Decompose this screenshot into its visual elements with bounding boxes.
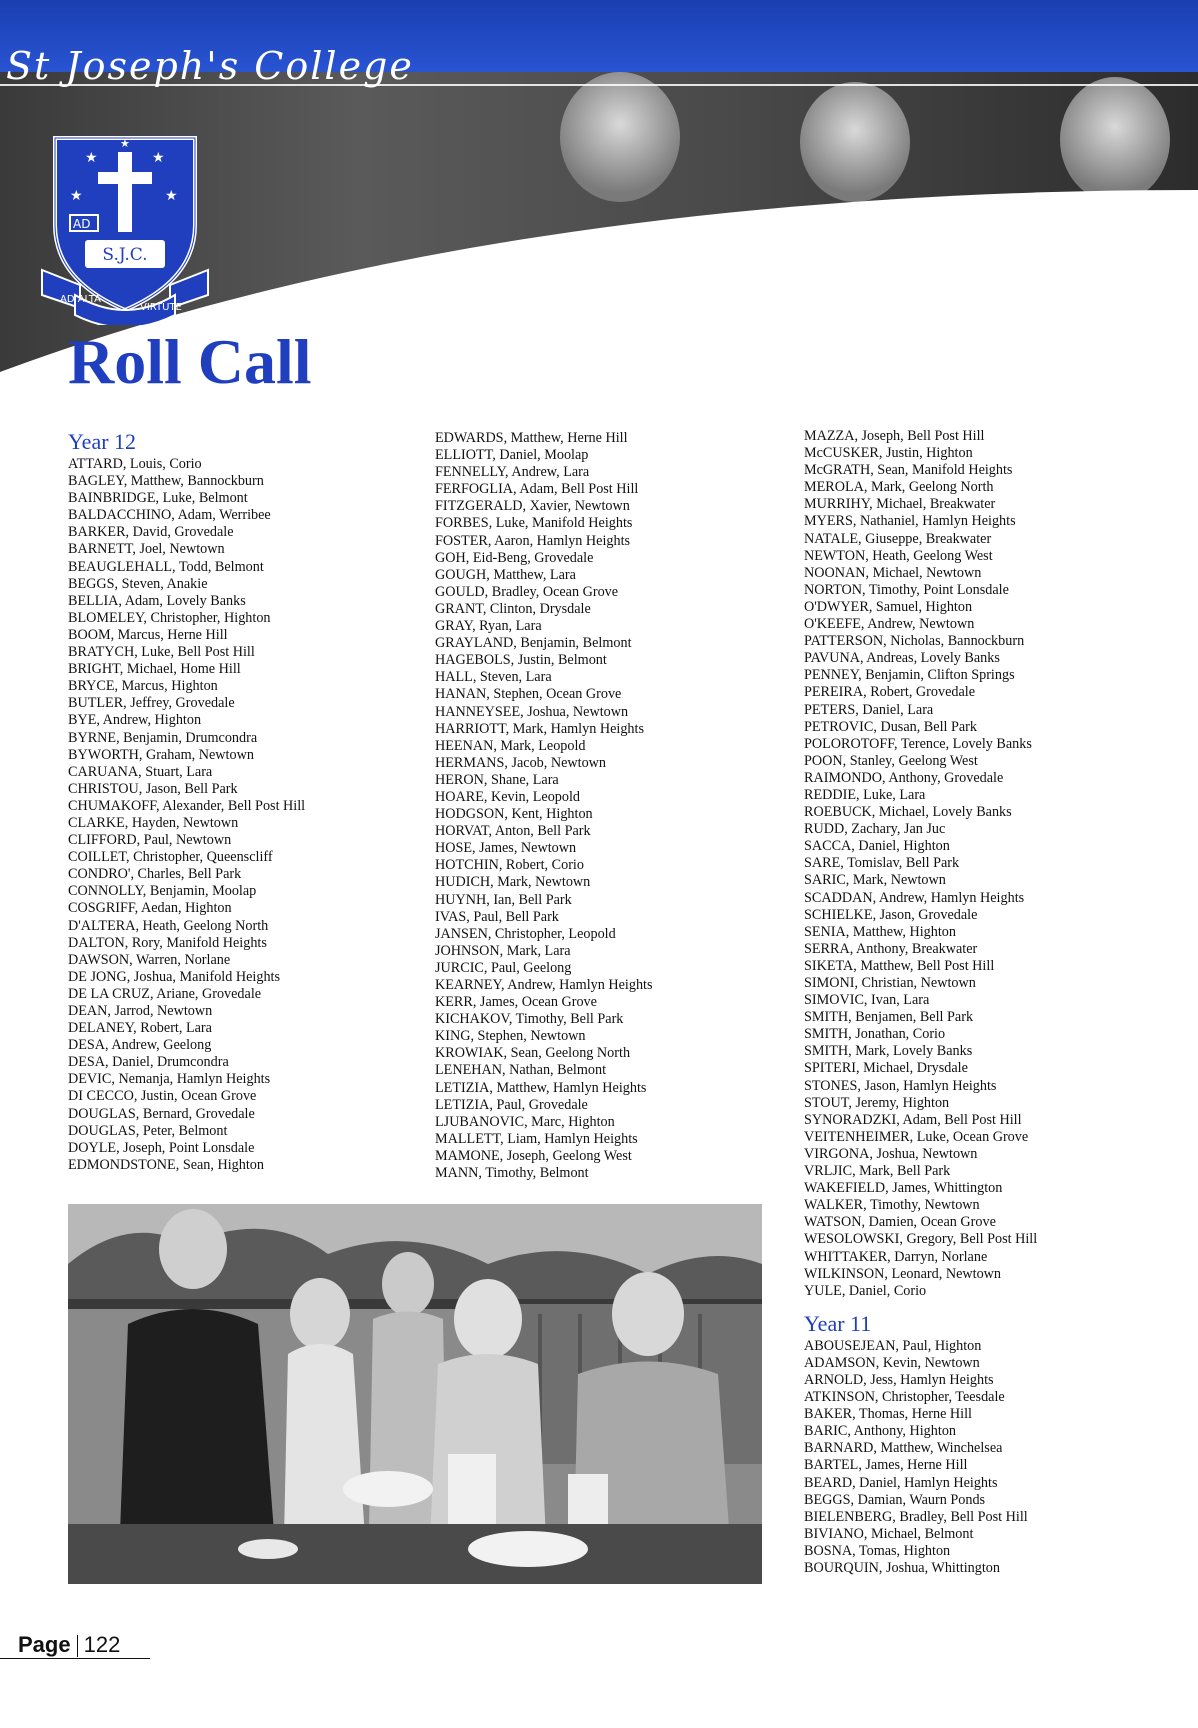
- student-entry: HAGEBOLS, Justin, Belmont: [435, 652, 607, 669]
- student-entry: DESA, Daniel, Drumcondra: [68, 1054, 229, 1071]
- student-entry: VRLJIC, Mark, Bell Park: [804, 1163, 951, 1180]
- name-list: [435, 430, 775, 1182]
- svg-text:★: ★: [152, 150, 165, 166]
- svg-text:★: ★: [85, 150, 98, 166]
- student-entry: DI CECCO, Justin, Ocean Grove: [68, 1088, 257, 1105]
- roll-column-2: [435, 430, 775, 1182]
- student-entry: ATTARD, Louis, Corio: [68, 456, 202, 472]
- student-entry: DAWSON, Warren, Norlane: [68, 951, 231, 968]
- student-entry: REDDIE, Luke, Lara: [804, 786, 926, 803]
- student-entry: SERRA, Anthony, Breakwater: [804, 940, 978, 957]
- student-entry: BOSNA, Tomas, Highton: [804, 1542, 951, 1559]
- student-entry: RUDD, Zachary, Jan Juc: [804, 821, 946, 838]
- student-entry: McGRATH, Sean, Manifold Heights: [804, 462, 1013, 479]
- student-entry: WESOLOWSKI, Gregory, Bell Post Hill: [804, 1231, 1038, 1248]
- section-spacer: [804, 1300, 1144, 1312]
- student-entry: BEGGS, Damian, Waurn Ponds: [804, 1491, 986, 1508]
- name-list: [68, 456, 408, 1174]
- student-entry: BEARD, Daniel, Hamlyn Heights: [804, 1474, 998, 1491]
- student-entry: LENEHAN, Nathan, Belmont: [435, 1062, 607, 1079]
- student-entry: BARTEL, James, Herne Hill: [804, 1457, 968, 1474]
- student-entry: HERON, Shane, Lara: [435, 771, 559, 788]
- student-entry: PATTERSON, Nicholas, Bannockburn: [804, 633, 1025, 650]
- student-entry: MAZZA, Joseph, Bell Post Hill: [804, 428, 985, 444]
- student-entry: SPITERI, Michael, Drysdale: [804, 1060, 968, 1077]
- page-number: [18, 1632, 120, 1658]
- student-entry: SARE, Tomislav, Bell Park: [804, 855, 960, 872]
- student-entry: SIMONI, Christian, Newtown: [804, 975, 976, 991]
- student-entry: JURCIC, Paul, Geelong: [435, 959, 572, 976]
- student-entry: GOULD, Bradley, Ocean Grove: [435, 583, 619, 600]
- student-entry: ADAMSON, Kevin, Newtown: [804, 1354, 980, 1371]
- student-entry: KROWIAK, Sean, Geelong North: [435, 1045, 631, 1062]
- page-number-value: 122: [83, 1632, 121, 1657]
- student-entry: BARIC, Anthony, Highton: [804, 1423, 957, 1440]
- student-entry: BALDACCHINO, Adam, Werribee: [68, 507, 271, 524]
- student-entry: SCHIELKE, Jason, Grovedale: [804, 906, 978, 923]
- student-entry: LETIZIA, Paul, Grovedale: [435, 1096, 588, 1113]
- student-entry: BIVIANO, Michael, Belmont: [804, 1525, 974, 1542]
- student-entry: CONNOLLY, Benjamin, Moolap: [68, 883, 257, 900]
- student-entry: BEGGS, Steven, Anakie: [68, 575, 208, 592]
- student-entry: COSGRIFF, Aedan, Highton: [68, 900, 232, 917]
- student-entry: BLOMELEY, Christopher, Highton: [68, 609, 271, 626]
- student-entry: SARIC, Mark, Newtown: [804, 872, 946, 889]
- student-entry: DOYLE, Joseph, Point Lonsdale: [68, 1139, 255, 1156]
- student-entry: BARKER, David, Grovedale: [68, 524, 234, 541]
- student-entry: MEROLA, Mark, Geelong North: [804, 479, 994, 496]
- student-entry: IVAS, Paul, Bell Park: [435, 908, 559, 925]
- student-entry: GOH, Eid-Beng, Grovedale: [435, 549, 594, 566]
- student-entry: ABOUSEJEAN, Paul, Highton: [804, 1337, 982, 1354]
- year-heading: Year 12: [68, 429, 137, 454]
- student-entry: DELANEY, Robert, Lara: [68, 1020, 212, 1037]
- svg-text:★: ★: [120, 137, 130, 150]
- svg-text:VIRTUTE: VIRTUTE: [140, 302, 182, 313]
- student-entry: HEENAN, Mark, Leopold: [435, 737, 586, 754]
- student-entry: LETIZIA, Matthew, Hamlyn Heights: [435, 1079, 647, 1096]
- student-entry: RAIMONDO, Anthony, Grovedale: [804, 769, 1004, 786]
- svg-text:AD ALTA: AD ALTA: [60, 294, 101, 305]
- student-entry: FITZGERALD, Xavier, Newtown: [435, 498, 630, 515]
- student-entry: BAKER, Thomas, Herne Hill: [804, 1406, 972, 1423]
- student-entry: SIMOVIC, Ivan, Lara: [804, 992, 930, 1009]
- svg-text:S.J.C.: S.J.C.: [102, 245, 148, 265]
- student-entry: HUDICH, Mark, Newtown: [435, 874, 591, 891]
- roll-column-1: [68, 430, 408, 1174]
- student-entry: BAINBRIDGE, Luke, Belmont: [68, 490, 248, 507]
- student-entry: ROEBUCK, Michael, Lovely Banks: [804, 804, 1012, 821]
- student-entry: MAMONE, Joseph, Geelong West: [435, 1147, 632, 1164]
- student-entry: SCADDAN, Andrew, Hamlyn Heights: [804, 889, 1025, 906]
- student-entry: LJUBANOVIC, Marc, Highton: [435, 1113, 615, 1130]
- student-entry: BEAUGLEHALL, Todd, Belmont: [68, 558, 264, 575]
- student-entry: YULE, Daniel, Corio: [804, 1282, 927, 1299]
- student-entry: SMITH, Mark, Lovely Banks: [804, 1043, 973, 1060]
- student-entry: PAVUNA, Andreas, Lovely Banks: [804, 650, 1000, 667]
- college-script-title: St Joseph's College: [6, 44, 414, 88]
- student-entry: KICHAKOV, Timothy, Bell Park: [435, 1011, 624, 1028]
- student-entry: SENIA, Matthew, Highton: [804, 923, 956, 940]
- student-entry: DE LA CRUZ, Ariane, Grovedale: [68, 985, 262, 1002]
- student-entry: HANAN, Stephen, Ocean Grove: [435, 686, 622, 703]
- student-entry: DALTON, Rory, Manifold Heights: [68, 934, 267, 951]
- student-entry: NEWTON, Heath, Geelong West: [804, 547, 993, 564]
- student-entry: BYE, Andrew, Highton: [68, 712, 202, 729]
- group-photo: [68, 1204, 762, 1584]
- student-entry: HODGSON, Kent, Highton: [435, 806, 593, 823]
- student-entry: FENNELLY, Andrew, Lara: [435, 464, 590, 481]
- student-entry: NORTON, Timothy, Point Lonsdale: [804, 581, 1009, 598]
- student-entry: BYRNE, Benjamin, Drumcondra: [68, 729, 258, 746]
- student-entry: WHITTAKER, Darryn, Norlane: [804, 1248, 988, 1265]
- student-entry: BOURQUIN, Joshua, Whittington: [804, 1560, 1000, 1576]
- student-entry: SMITH, Benjamen, Bell Park: [804, 1009, 974, 1026]
- student-entry: NATALE, Giuseppe, Breakwater: [804, 530, 992, 547]
- student-entry: ELLIOTT, Daniel, Moolap: [435, 447, 589, 464]
- student-entry: HOSE, James, Newtown: [435, 840, 577, 857]
- student-entry: MANN, Timothy, Belmont: [435, 1165, 589, 1182]
- student-entry: D'ALTERA, Heath, Geelong North: [68, 917, 269, 934]
- student-entry: WILKINSON, Leonard, Newtown: [804, 1265, 1001, 1282]
- student-entry: BYWORTH, Graham, Newtown: [68, 746, 254, 763]
- page-title: Roll Call: [68, 326, 312, 397]
- student-entry: CLIFFORD, Paul, Newtown: [68, 832, 232, 849]
- student-entry: BARNETT, Joel, Newtown: [68, 541, 225, 558]
- student-entry: BARNARD, Matthew, Winchelsea: [804, 1440, 1003, 1457]
- student-entry: O'DWYER, Samuel, Highton: [804, 598, 973, 615]
- student-entry: DOUGLAS, Peter, Belmont: [68, 1122, 228, 1139]
- student-entry: BUTLER, Jeffrey, Grovedale: [68, 695, 235, 712]
- student-entry: ARNOLD, Jess, Hamlyn Heights: [804, 1371, 994, 1388]
- student-entry: FERFOGLIA, Adam, Bell Post Hill: [435, 481, 639, 498]
- student-entry: SACCA, Daniel, Highton: [804, 838, 950, 855]
- student-entry: KING, Stephen, Newtown: [435, 1028, 586, 1045]
- student-entry: POON, Stanley, Geelong West: [804, 752, 978, 769]
- student-entry: HORVAT, Anton, Bell Park: [435, 823, 591, 840]
- svg-text:★: ★: [70, 188, 83, 204]
- svg-text:★: ★: [165, 188, 178, 204]
- student-entry: BELLIA, Adam, Lovely Banks: [68, 592, 246, 609]
- name-list: [804, 428, 1144, 1300]
- student-entry: JANSEN, Christopher, Leopold: [435, 925, 616, 942]
- student-entry: WAKEFIELD, James, Whittington: [804, 1180, 1003, 1197]
- student-entry: COILLET, Christopher, Queenscliff: [68, 849, 273, 866]
- svg-text:AD: AD: [73, 217, 91, 231]
- page-rule: [0, 1658, 150, 1659]
- student-entry: ATKINSON, Christopher, Teesdale: [804, 1389, 1005, 1406]
- student-entry: STONES, Jason, Hamlyn Heights: [804, 1077, 997, 1094]
- student-entry: BIELENBERG, Bradley, Bell Post Hill: [804, 1508, 1028, 1525]
- student-entry: JOHNSON, Mark, Lara: [435, 942, 571, 959]
- student-entry: O'KEEFE, Andrew, Newtown: [804, 616, 975, 633]
- student-entry: PENNEY, Benjamin, Clifton Springs: [804, 667, 1015, 684]
- student-entry: EDMONDSTONE, Sean, Highton: [68, 1156, 264, 1173]
- student-entry: HOTCHIN, Robert, Corio: [435, 857, 584, 874]
- student-entry: HANNEYSEE, Joshua, Newtown: [435, 703, 629, 720]
- student-entry: GRAYLAND, Benjamin, Belmont: [435, 635, 632, 652]
- student-entry: PETROVIC, Dusan, Bell Park: [804, 718, 978, 735]
- student-entry: HALL, Steven, Lara: [435, 669, 552, 686]
- student-entry: VEITENHEIMER, Luke, Ocean Grove: [804, 1128, 1029, 1145]
- student-entry: HOARE, Kevin, Leopold: [435, 788, 581, 805]
- student-entry: CARUANA, Stuart, Lara: [68, 763, 213, 780]
- student-entry: EDWARDS, Matthew, Herne Hill: [435, 430, 628, 446]
- student-entry: DEAN, Jarrod, Newtown: [68, 1003, 213, 1019]
- student-entry: KERR, James, Ocean Grove: [435, 994, 597, 1011]
- student-entry: BAGLEY, Matthew, Bannockburn: [68, 473, 264, 490]
- year-heading: Year 11: [804, 1310, 872, 1336]
- student-entry: PETERS, Daniel, Lara: [804, 701, 934, 718]
- student-entry: HUYNH, Ian, Bell Park: [435, 891, 572, 908]
- student-entry: CONDRO', Charles, Bell Park: [68, 866, 242, 883]
- student-entry: HARRIOTT, Mark, Hamlyn Heights: [435, 720, 644, 737]
- student-entry: WATSON, Damien, Ocean Grove: [804, 1214, 996, 1231]
- student-entry: NOONAN, Michael, Newtown: [804, 564, 982, 581]
- student-entry: DEVIC, Nemanja, Hamlyn Heights: [68, 1071, 271, 1088]
- student-entry: DESA, Andrew, Geelong: [68, 1037, 212, 1054]
- student-entry: BRYCE, Marcus, Highton: [68, 678, 218, 695]
- student-entry: McCUSKER, Justin, Highton: [804, 445, 973, 462]
- student-entry: VIRGONA, Joshua, Newtown: [804, 1145, 978, 1162]
- student-entry: MYERS, Nathaniel, Hamlyn Heights: [804, 513, 1016, 530]
- page-label: Page: [18, 1632, 71, 1657]
- student-entry: MALLETT, Liam, Hamlyn Heights: [435, 1130, 638, 1147]
- student-entry: CHUMAKOFF, Alexander, Bell Post Hill: [68, 797, 306, 814]
- student-entry: KEARNEY, Andrew, Hamlyn Heights: [435, 977, 653, 993]
- student-entry: FORBES, Luke, Manifold Heights: [435, 515, 633, 532]
- student-entry: GRANT, Clinton, Drysdale: [435, 600, 591, 617]
- student-entry: STOUT, Jeremy, Highton: [804, 1094, 950, 1111]
- student-entry: PEREIRA, Robert, Grovedale: [804, 684, 976, 701]
- page-separator: [77, 1635, 78, 1657]
- student-entry: SMITH, Jonathan, Corio: [804, 1026, 946, 1043]
- student-entry: CLARKE, Hayden, Newtown: [68, 814, 239, 831]
- student-entry: DOUGLAS, Bernard, Grovedale: [68, 1105, 255, 1122]
- student-entry: WALKER, Timothy, Newtown: [804, 1197, 980, 1214]
- student-entry: SYNORADZKI, Adam, Bell Post Hill: [804, 1111, 1022, 1128]
- student-entry: POLOROTOFF, Terence, Lovely Banks: [804, 735, 1032, 752]
- student-entry: BRATYCH, Luke, Bell Post Hill: [68, 644, 255, 661]
- student-entry: SIKETA, Matthew, Bell Post Hill: [804, 957, 995, 974]
- student-entry: DE JONG, Joshua, Manifold Heights: [68, 968, 281, 985]
- name-list: [804, 1338, 1144, 1577]
- roll-column-3: [804, 428, 1144, 1577]
- student-entry: CHRISTOU, Jason, Bell Park: [68, 780, 238, 797]
- student-entry: MURRIHY, Michael, Breakwater: [804, 496, 996, 513]
- student-entry: BOOM, Marcus, Herne Hill: [68, 626, 228, 643]
- student-entry: GRAY, Ryan, Lara: [435, 618, 542, 635]
- student-entry: BRIGHT, Michael, Home Hill: [68, 661, 241, 678]
- student-entry: FOSTER, Aaron, Hamlyn Heights: [435, 532, 631, 549]
- student-entry: HERMANS, Jacob, Newtown: [435, 754, 607, 771]
- college-crest: [40, 130, 210, 325]
- student-entry: GOUGH, Matthew, Lara: [435, 566, 576, 583]
